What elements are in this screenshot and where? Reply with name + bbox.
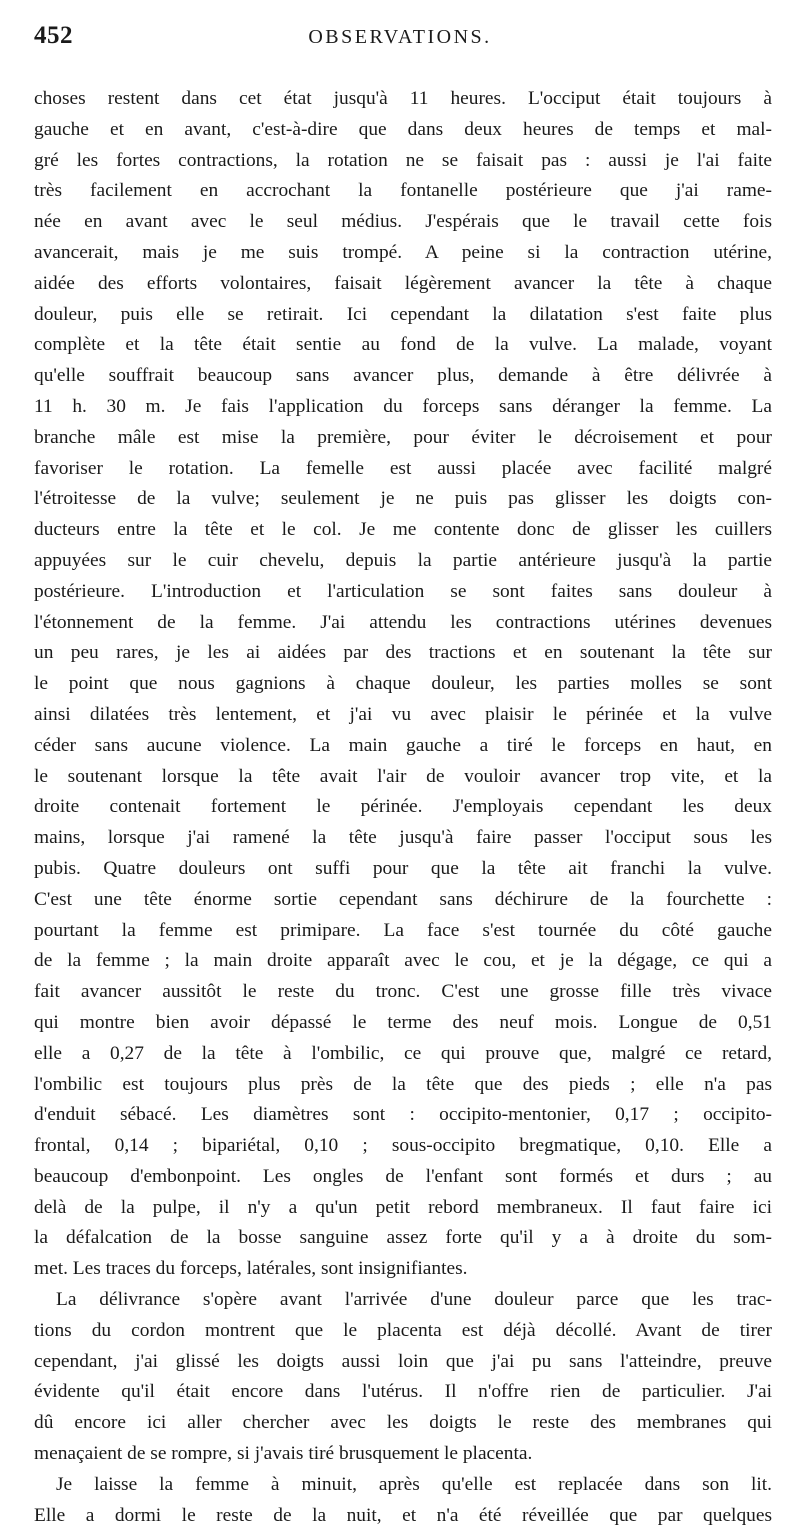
text-line: le soutenant lorsque la tête avait l'air de vouloir avancer trop vite, et la — [34, 765, 772, 787]
text-line: Elle a dormi le reste de la nuit, et n'a été réveillée que par quelques — [34, 1504, 772, 1526]
text-line: fait avancer aussitôt le reste du tronc. C'est une grosse fille très vivace — [34, 981, 772, 1003]
text-line: avancerait, mais je me suis trompé. A peine si la contraction utérine, — [34, 241, 772, 263]
text-line: aidée des efforts volontaires, faisait légèrement avancer la tête à chaque — [34, 272, 772, 294]
text-line: de la femme ; la main droite apparaît avec le cou, et je la dégage, ce qui a — [34, 950, 772, 972]
text-line: droite contenait fortement le périnée. J'employais cependant les deux — [34, 796, 772, 818]
text-line: gauche et en avant, c'est-à-dire que dans deux heures de temps et mal- — [34, 118, 772, 140]
text-line: favoriser le rotation. La femelle est aussi placée avec facilité malgré — [34, 457, 772, 479]
text-line: douleur, puis elle se retirait. Ici cependant la dilatation s'est faite plus — [34, 303, 772, 325]
page-header — [0, 22, 800, 62]
text-line: 11 h. 30 m. Je fais l'application du forceps sans déranger la femme. La — [34, 395, 772, 417]
text-line: la défalcation de la bosse sanguine assez forte qu'il y a à droite du som- — [34, 1227, 772, 1249]
text-line: ducteurs entre la tête et le col. Je me contente donc de glisser les cuillers — [34, 519, 772, 541]
text-line: Je laisse la femme à minuit, après qu'elle est replacée dans son lit. — [56, 1473, 772, 1495]
text-line: très facilement en accrochant la fontanelle postérieure que j'ai rame- — [34, 180, 772, 202]
text-line: un peu rares, je les ai aidées par des tractions et en soutenant la tête sur — [34, 642, 772, 664]
text-line: gré les fortes contractions, la rotation ne se faisait pas : aussi je l'ai faite — [34, 149, 772, 171]
text-line: tions du cordon montrent que le placenta est déjà décollé. Avant de tirer — [34, 1319, 772, 1341]
text-line: La délivrance s'opère avant l'arrivée d'une douleur parce que les trac- — [56, 1289, 772, 1311]
text-line: delà de la pulpe, il n'y a qu'un petit rebord membraneux. Il faut faire ici — [34, 1196, 772, 1218]
text-line: menaçaient de se rompre, si j'avais tiré brusquement le placenta. — [34, 1443, 533, 1465]
text-line: dû encore ici aller chercher avec les doigts le reste des membranes qui — [34, 1412, 772, 1434]
text-line: frontal, 0,14 ; bipariétal, 0,10 ; sous-occipito bregmatique, 0,10. Elle a — [34, 1135, 772, 1157]
text-line: qu'elle souffrait beaucoup sans avancer plus, demande à être délivrée à — [34, 365, 772, 387]
text-line: elle a 0,27 de la tête à l'ombilic, ce qui prouve que, malgré ce retard, — [34, 1042, 772, 1064]
text-line: choses restent dans cet état jusqu'à 11 heures. L'occiput était toujours à — [34, 88, 772, 109]
text-line: mains, lorsque j'ai ramené la tête jusqu'à faire passer l'occiput sous les — [34, 827, 772, 849]
text-line: ainsi dilatées très lentement, et j'ai vu avec plaisir le périnée et la vulve — [34, 703, 772, 725]
text-line: postérieure. L'introduction et l'articulation se sont faites sans douleur à — [34, 580, 772, 602]
text-line: évidente qu'il était encore dans l'utérus. Il n'offre rien de particulier. J'ai — [34, 1381, 772, 1403]
text-line: le point que nous gagnions à chaque douleur, les parties molles se sont — [34, 673, 772, 695]
text-line: pubis. Quatre douleurs ont suffi pour que la tête ait franchi la vulve. — [34, 857, 772, 879]
text-line: l'étonnement de la femme. J'ai attendu les contractions utérines devenues — [34, 611, 772, 633]
text-line: appuyées sur le cuir chevelu, depuis la partie antérieure jusqu'à la partie — [34, 549, 772, 571]
text-line: l'étroitesse de la vulve; seulement je ne puis pas glisser les doigts con- — [34, 488, 772, 510]
text-line: céder sans aucune violence. La main gauche a tiré le forceps en haut, en — [34, 734, 772, 756]
text-line: beaucoup d'embonpoint. Les ongles de l'enfant sont formés et durs ; au — [34, 1165, 772, 1187]
page-number: 452 — [34, 22, 73, 49]
body-text — [34, 84, 772, 1531]
text-line: l'ombilic est toujours plus près de la tête que des pieds ; elle n'a pas — [34, 1073, 772, 1095]
text-line: née en avant avec le seul médius. J'espérais que le travail cette fois — [34, 211, 772, 233]
text-line: branche mâle est mise la première, pour éviter le décroisement et pour — [34, 426, 772, 448]
text-line: C'est une tête énorme sortie cependant sans déchirure de la fourchette : — [34, 888, 772, 910]
text-line: d'enduit sébacé. Les diamètres sont : occipito-mentonier, 0,17 ; occipito- — [34, 1104, 772, 1126]
running-title: OBSERVATIONS. — [308, 26, 492, 48]
text-line: cependant, j'ai glissé les doigts aussi loin que j'ai pu sans l'atteindre, preuve — [34, 1350, 772, 1372]
text-line: pourtant la femme est primipare. La face s'est tournée du côté gauche — [34, 919, 772, 941]
text-line: met. Les traces du forceps, latérales, sont insignifiantes. — [34, 1258, 468, 1280]
text-line: complète et la tête était sentie au fond de la vulve. La malade, voyant — [34, 334, 772, 356]
text-line: qui montre bien avoir dépassé le terme des neuf mois. Longue de 0,51 — [34, 1011, 772, 1033]
